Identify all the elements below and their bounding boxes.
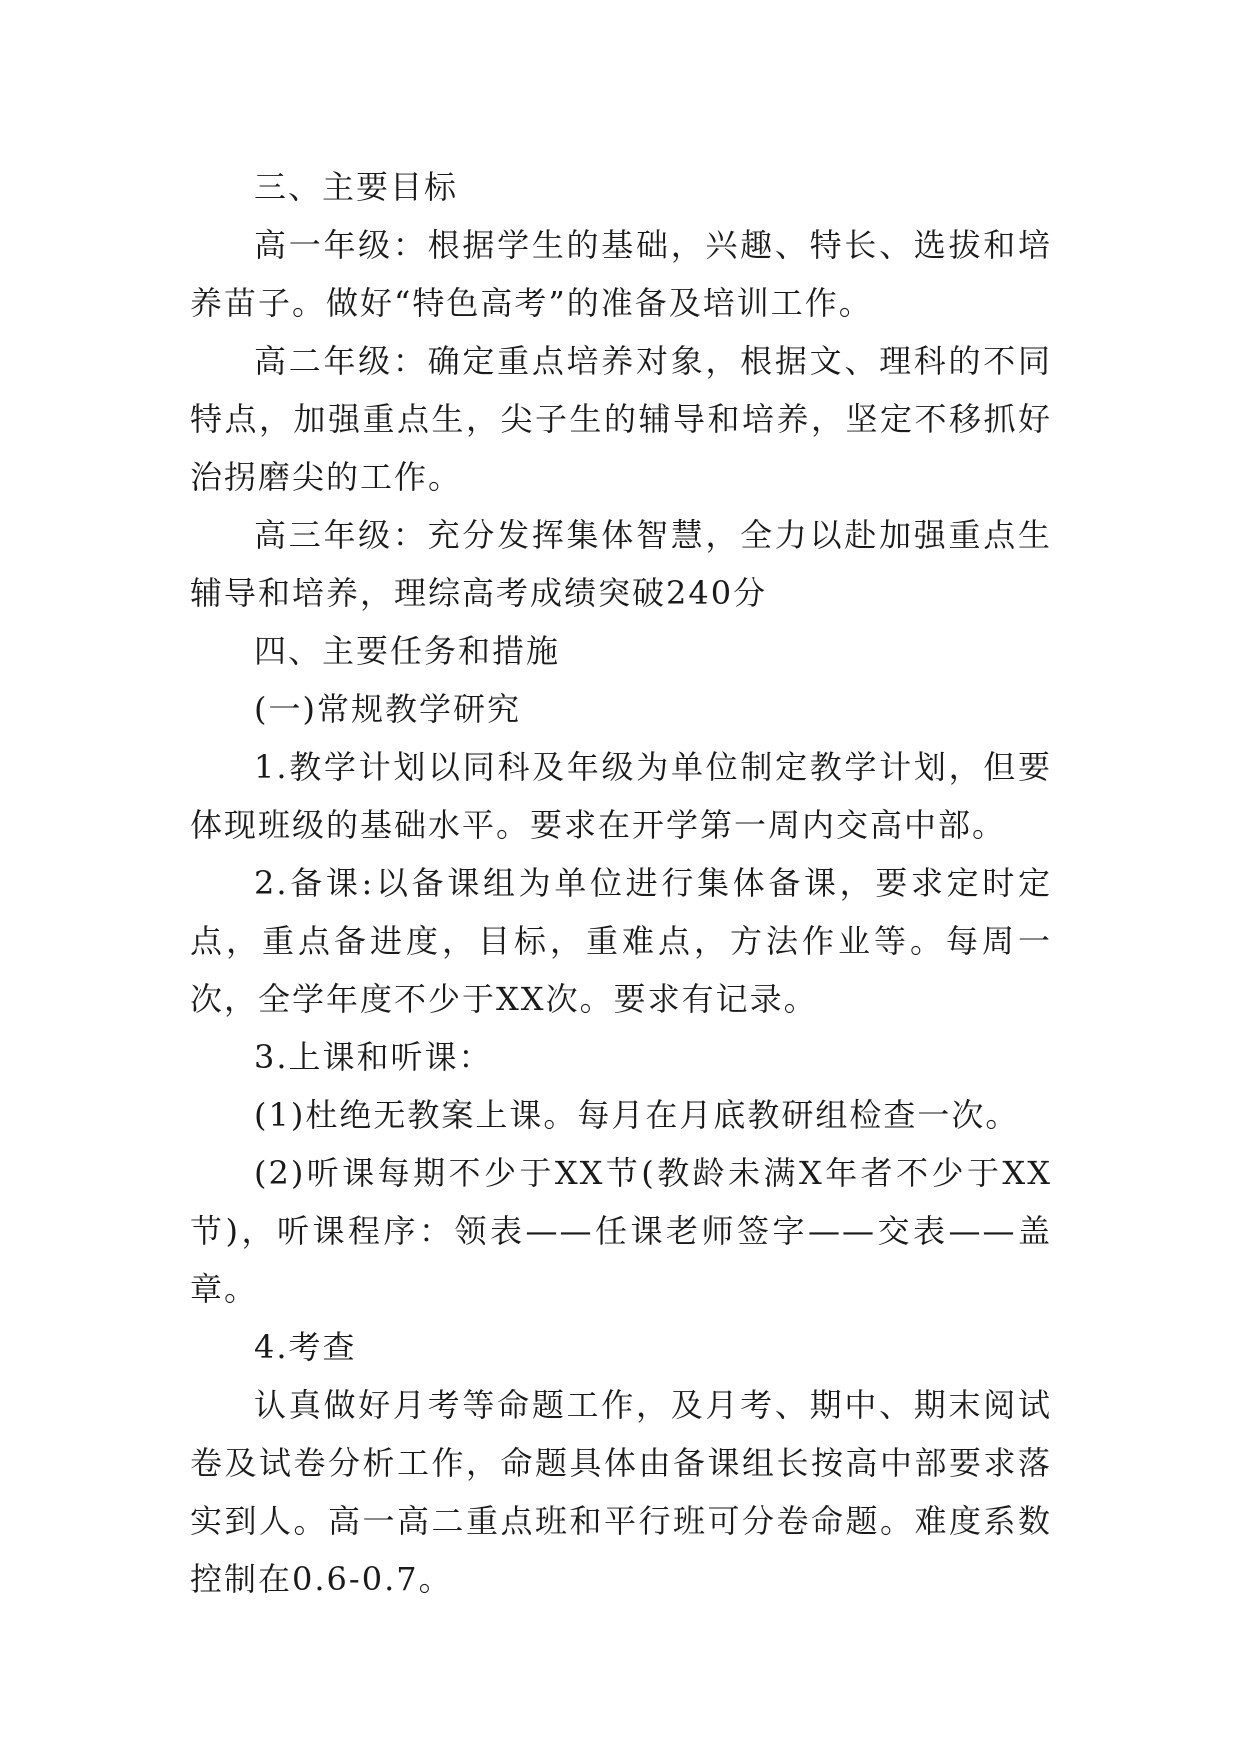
subheading-routine-research: (一)常规教学研究 xyxy=(254,690,521,728)
item-exams: 4.考查 xyxy=(254,1328,357,1366)
item-lesson-prep: 2.备课:以备课组为单位进行集体备课，要求定时定点，重点备进度，目标，重难点，方法作业等。每周一次，全学年度不少于XX次。要求有记录。 xyxy=(190,864,1052,1018)
goal-grade-three: 高三年级：充分发挥集体智慧，全力以赴加强重点生辅导和培养，理综高考成绩突破240分 xyxy=(190,516,1052,612)
document-body xyxy=(190,158,1052,1608)
item-lectures-sub-1: (1)杜绝无教案上课。每月在月底教研组检查一次。 xyxy=(254,1096,1020,1134)
heading-main-goals: 三、主要目标 xyxy=(254,168,459,206)
item-lectures-sub-2: (2)听课每期不少于XX节(教龄未满X年者不少于XX节)，听课程序：领表——任课老师签字——交表——盖章。 xyxy=(190,1154,1052,1308)
goal-grade-two: 高二年级：确定重点培养对象，根据文、理科的不同特点，加强重点生，尖子生的辅导和培养，坚定不移抓好治拐磨尖的工作。 xyxy=(190,342,1052,496)
heading-tasks-measures: 四、主要任务和措施 xyxy=(254,632,561,670)
item-teaching-plan: 1.教学计划以同科及年级为单位制定教学计划，但要体现班级的基础水平。要求在开学第一周内交高中部。 xyxy=(190,748,1052,844)
item-exams-detail: 认真做好月考等命题工作，及月考、期中、期末阅试卷及试卷分析工作，命题具体由备课组长按高中部要求落实到人。高一高二重点班和平行班可分卷命题。难度系数控制在0.6-0.7。 xyxy=(190,1386,1052,1598)
goal-grade-one: 高一年级：根据学生的基础，兴趣、特长、选拔和培养苗子。做好“特色高考”的准备及培训工作。 xyxy=(190,226,1052,322)
item-lectures: 3.上课和听课： xyxy=(254,1038,493,1076)
